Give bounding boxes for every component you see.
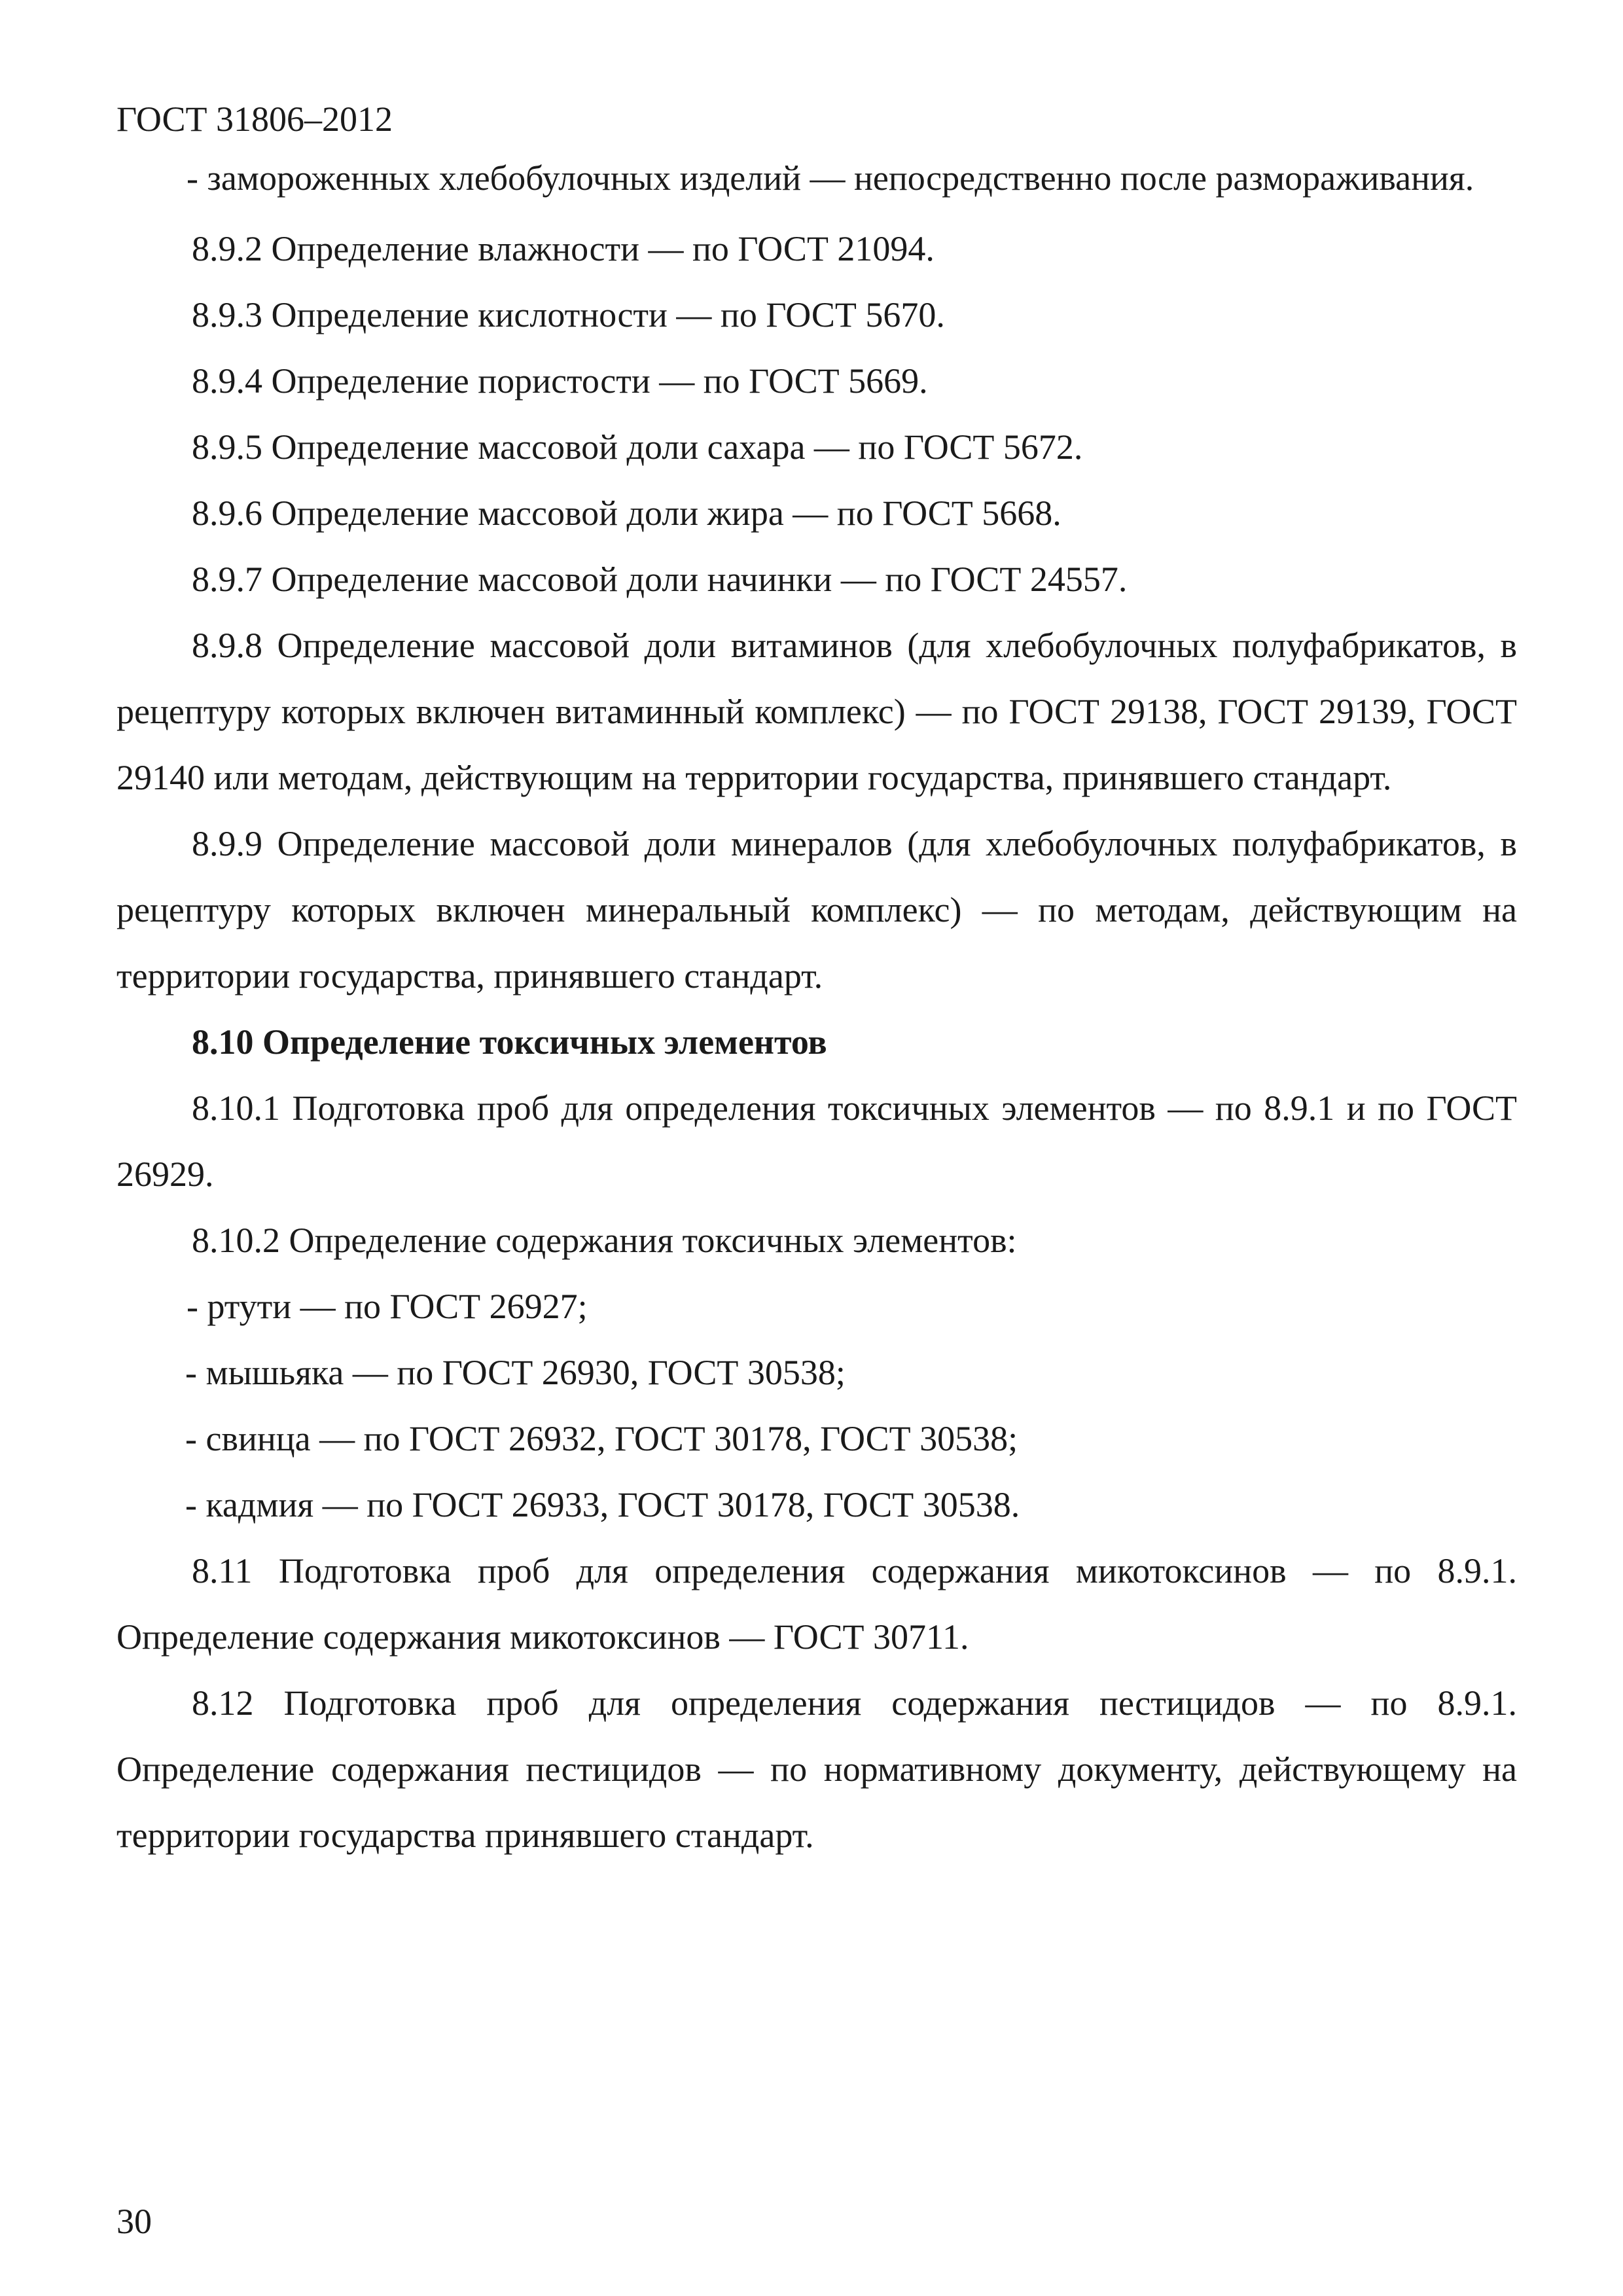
paragraph-8-9-6: 8.9.6 Определение массовой доли жира — по ГОСТ 5668.: [192, 493, 1061, 533]
paragraph-frozen-products: - замороженных хлебобулочных изделий — непосредственно после размораживания.: [187, 158, 1474, 198]
section-heading-8-10: 8.10 Определение токсичных элементов: [192, 1022, 827, 1062]
paragraph-8-9-4: 8.9.4 Определение пористости — по ГОСТ 5669.: [192, 361, 928, 401]
list-item-cadmium: - кадмия — по ГОСТ 26933, ГОСТ 30178, ГОСТ 30538.: [185, 1485, 1020, 1524]
paragraph-8-9-7: 8.9.7 Определение массовой доли начинки — по ГОСТ 24557.: [192, 560, 1128, 599]
paragraph-8-11: 8.11 Подготовка проб для определения содержания микотоксинов — по 8.9.1. Определение содержания микотоксинов — ГОСТ 30711.: [116, 1551, 1517, 1657]
paragraph-8-9-8: 8.9.8 Определение массовой доли витаминов (для хлебобулочных полуфабрикатов, в рецептуру которых включен витаминный комплекс) — по ГОСТ 29138, ГОСТ 29139, ГОСТ 29140 или методам, действующим на территории государства, принявшего стандарт.: [116, 626, 1517, 797]
paragraph-8-10-1: 8.10.1 Подготовка проб для определения токсичных элементов — по 8.9.1 и по ГОСТ 26929.: [116, 1088, 1517, 1194]
paragraph-8-9-3: 8.9.3 Определение кислотности — по ГОСТ 5670.: [192, 295, 945, 334]
paragraph-8-12: 8.12 Подготовка проб для определения содержания пестицидов — по 8.9.1. Определение содержания пестицидов — по нормативному документу, действующему на территории государства принявшего стандарт.: [116, 1683, 1517, 1855]
paragraph-8-9-2: 8.9.2 Определение влажности — по ГОСТ 21094.: [192, 229, 935, 268]
list-item-arsenic: - мышьяка — по ГОСТ 26930, ГОСТ 30538;: [185, 1353, 846, 1392]
paragraph-8-9-5: 8.9.5 Определение массовой доли сахара — по ГОСТ 5672.: [192, 427, 1083, 467]
document-body: [116, 150, 1517, 1869]
paragraph-8-10-2: 8.10.2 Определение содержания токсичных элементов:: [192, 1221, 1017, 1260]
page-number: 30: [116, 2202, 152, 2241]
list-item-mercury: - ртути — по ГОСТ 26927;: [187, 1287, 588, 1326]
paragraph-8-9-9: 8.9.9 Определение массовой доли минералов (для хлебобулочных полуфабрикатов, в рецептуру которых включен минеральный комплекс) — по методам, действующим на территории государства, принявшего стандарт.: [116, 824, 1517, 996]
list-item-lead: - свинца — по ГОСТ 26932, ГОСТ 30178, ГОСТ 30538;: [185, 1419, 1018, 1458]
standard-header: ГОСТ 31806–2012: [116, 99, 393, 139]
